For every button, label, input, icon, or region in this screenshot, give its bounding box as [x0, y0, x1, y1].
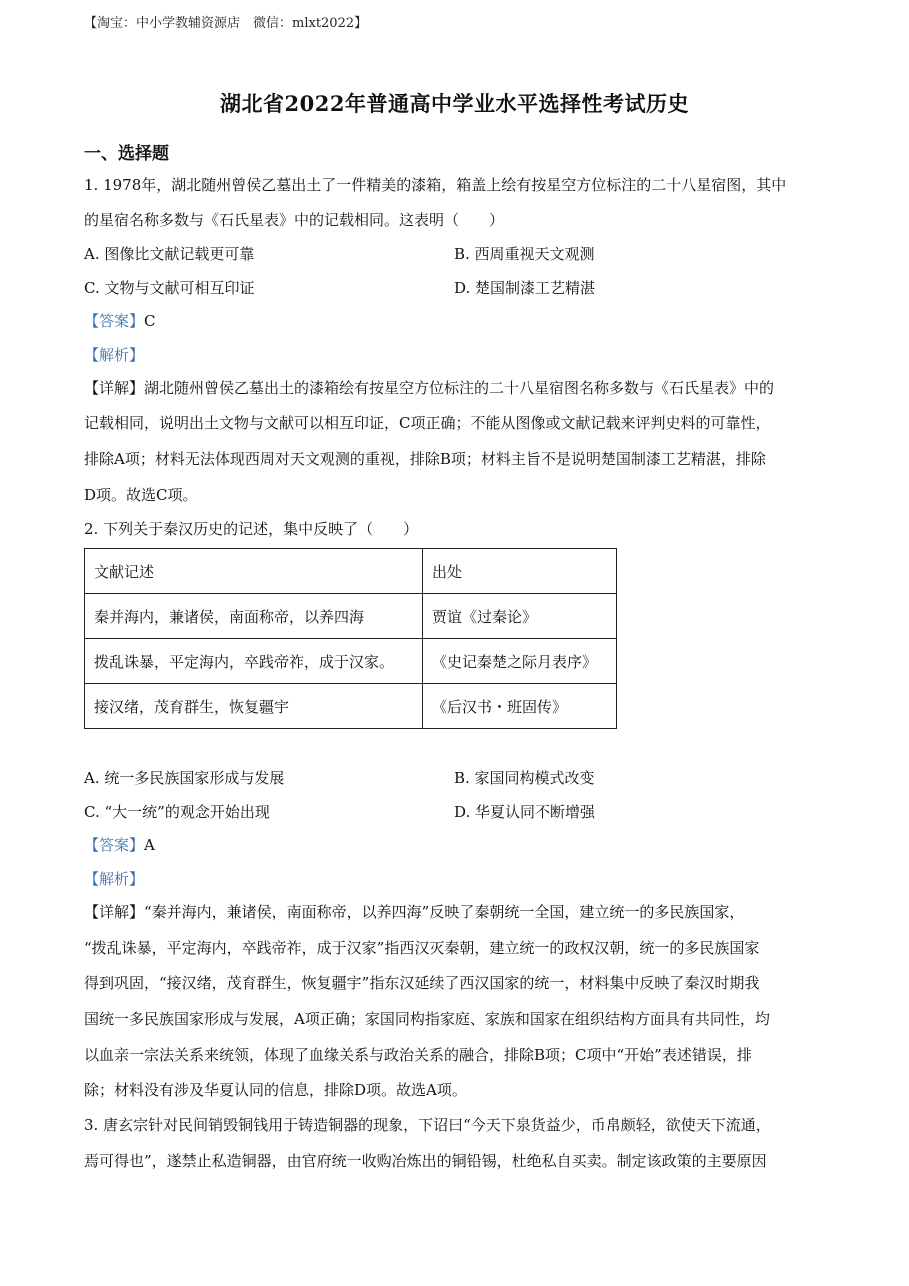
q1-stem-line-1: 1. 1978年，湖北随州曾侯乙墓出土了一件精美的漆箱，箱盖上绘有按星空方位标注的二十八星宿图，其中: [84, 176, 787, 194]
table-cell: 秦并海内，兼诸侯，南面称帝，以养四海: [85, 594, 423, 639]
table-row: [85, 594, 617, 639]
q1-answer-value: C: [144, 312, 156, 330]
table-cell: 贾谊《过秦论》: [423, 594, 617, 639]
table-row: [85, 639, 617, 684]
q1-detail-line-3: 排除A项；材料无法体现西周对天文观测的重视，排除B项；材料主旨不是说明楚国制漆工艺精湛，排除: [84, 450, 766, 468]
q2-detail-label: 【详解】: [84, 903, 145, 921]
q2-answer: [84, 834, 829, 855]
q2-detail-line-2: “拨乱诛暴，平定海内，卒践帝祚，成于汉家”指西汉灭秦朝，建立统一的政权汉朝，统一的多民族国家: [84, 939, 760, 957]
table-cell: 接汉绪，茂育群生，恢复疆宇: [85, 684, 423, 729]
table-header-row: [85, 549, 617, 594]
q2-option-d: D. 华夏认同不断增强: [454, 803, 596, 821]
q2-detail-line-3: 得到巩固，“接汉绪，茂育群生，恢复疆宇”指东汉延续了西汉国家的统一，材料集中反映了秦汉时期我: [84, 974, 760, 992]
q1-analysis-label: 【解析】: [84, 346, 145, 364]
q1-detail-line-2: 记载相同，说明出土文物与文献可以相互印证，C项正确；不能从图像或文献记载来评判史料的可靠性，: [84, 414, 771, 432]
q2-detail-line-1: [84, 901, 829, 922]
q1-detail-text-1: 湖北随州曾侯乙墓出土的漆箱绘有按星空方位标注的二十八星宿图名称多数与《石氏星表》中的: [144, 379, 775, 397]
q2-detail-text-1: “秦并海内，兼诸侯，南面称帝，以养四海”反映了秦朝统一全国，建立统一的多民族国家，: [144, 903, 745, 921]
q2-option-c: C. “大一统”的观念开始出现: [84, 803, 270, 821]
table-cell: 《史记秦楚之际月表序》: [423, 639, 617, 684]
table-cell: 拨乱诛暴，平定海内，卒践帝祚，成于汉家。: [85, 639, 423, 684]
source-table: [84, 548, 617, 729]
q1-answer: [84, 310, 829, 331]
table-row: [85, 684, 617, 729]
q2-option-a: A. 统一多民族国家形成与发展: [84, 769, 285, 787]
q2-option-b: B. 家国同构模式改变: [454, 769, 595, 787]
q1-option-a: A. 图像比文献记载更可靠: [84, 245, 255, 263]
q3-stem-line-1: 3. 唐玄宗针对民间销毁铜钱用于铸造铜器的现象，下诏曰“今天下泉货益少，币帛颇轻，欲使天下流通，: [84, 1116, 771, 1134]
q1-answer-label: 【答案】: [84, 312, 145, 330]
table-header-cell: 出处: [423, 549, 617, 594]
q2-answer-label: 【答案】: [84, 836, 145, 854]
q1-detail-line-1: [84, 377, 829, 398]
q1-detail-label: 【详解】: [84, 379, 145, 397]
q2-detail-line-5: 以血亲一宗法关系来统领，体现了血缘关系与政治关系的融合，排除B项；C项中“开始”表述错误，排: [84, 1046, 752, 1064]
q3-stem-line-2: 焉可得也”，遂禁止私造铜器，由官府统一收购冶炼出的铜铅锡，杜绝私自买卖。制定该政策的主要原因: [84, 1152, 767, 1170]
q2-analysis-label: 【解析】: [84, 870, 145, 888]
q2-detail-line-4: 国统一多民族国家形成与发展，A项正确；家国同构指家庭、家族和国家在组织结构方面具有共同性，均: [84, 1010, 770, 1028]
q1-option-b: B. 西周重视天文观测: [454, 245, 595, 263]
q1-option-c: C. 文物与文献可相互印证: [84, 279, 255, 297]
page-title: 湖北省2022年普通高中学业水平选择性考试历史: [220, 91, 689, 116]
q2-answer-value: A: [144, 836, 155, 854]
section-heading: 一、选择题: [84, 144, 169, 164]
q2-stem: 2. 下列关于秦汉历史的记述，集中反映了（ ）: [84, 520, 419, 538]
table-header-cell: 文献记述: [85, 549, 423, 594]
q2-detail-line-6: 除；材料没有涉及华夏认同的信息，排除D项。故选A项。: [84, 1081, 467, 1099]
q1-option-d: D. 楚国制漆工艺精湛: [454, 279, 596, 297]
header-note: 【淘宝：中小学教辅资源店 微信：mlxt2022】: [84, 16, 368, 31]
table-cell: 《后汉书・班固传》: [423, 684, 617, 729]
q1-stem-line-2: 的星宿名称多数与《石氏星表》中的记载相同。这表明（ ）: [84, 211, 505, 229]
q1-detail-line-4: D项。故选C项。: [84, 486, 198, 504]
